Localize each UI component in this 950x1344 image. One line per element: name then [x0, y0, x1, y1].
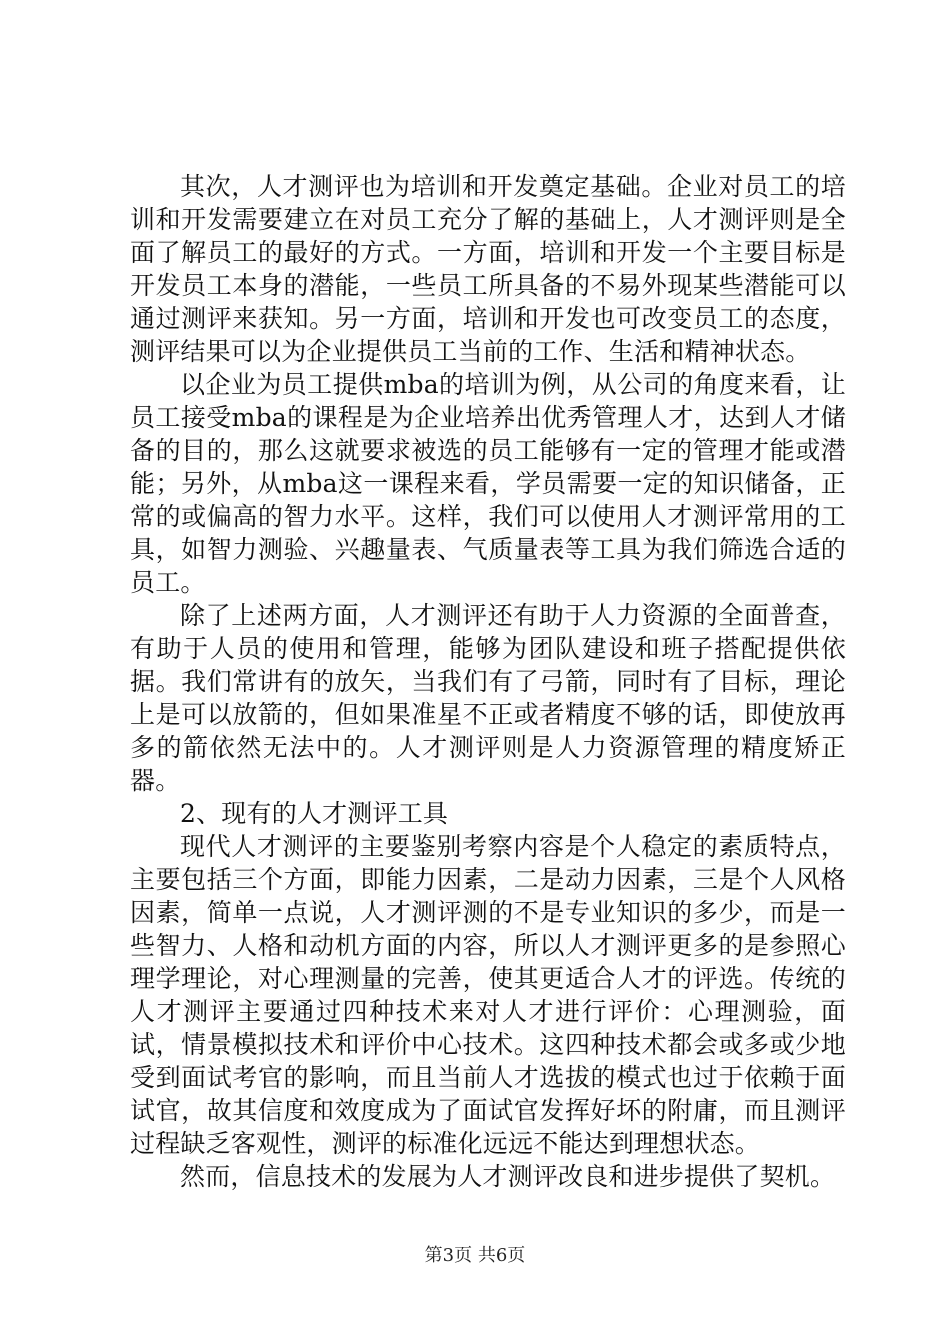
paragraph-other-benefits: 除了上述两方面，人才测评还有助于人力资源的全面普查，有助于人员的使用和管理，能够为团队建设和班子搭配提供依据。我们常讲有的放矢，当我们有了弓箭，同时有了目标，理论上是可以放箭的，但如果准星不正或者精度不够的话，即使放再多的箭依然无法中的。人才测评则是人力资源管理的精度矫正器。	[130, 601, 846, 795]
document-body	[130, 170, 846, 1193]
paragraph-modern-assessment: 现代人才测评的主要鉴别考察内容是个人稳定的素质特点，主要包括三个方面，即能力因素，二是动力因素，三是个人风格因素，简单一点说，人才测评测的不是专业知识的多少，而是一些智力、人格和动机方面的内容，所以人才测评更多的是参照心理学理论，对心理测量的完善，使其更适合人才的评选。传统的人才测评主要通过四种技术来对人才进行评价：心理测验，面试，情景模拟技术和评价中心技术。这四种技术都会或多或少地受到面试考官的影响，而且当前人才选拔的模式也过于依赖于面试官，故其信度和效度成为了面试官发挥好坏的附庸，而且测评过程缺乏客观性，测评的标准化远远不能达到理想状态。	[130, 832, 846, 1158]
paragraph-information-technology: 然而，信息技术的发展为人才测评改良和进步提供了契机。	[180, 1162, 836, 1191]
section-heading: 2、现有的人才测评工具	[180, 799, 449, 828]
paragraph-training-development: 其次，人才测评也为培训和开发奠定基础。企业对员工的培训和开发需要建立在对员工充分了解的基础上，人才测评则是全面了解员工的最好的方式。一方面，培训和开发一个主要目标是开发员工本身的潜能，一些员工所具备的不易外现某些潜能可以通过测评来获知。另一方面，培训和开发也可改变员工的态度，测评结果可以为企业提供员工当前的工作、生活和精神状态。	[130, 172, 846, 366]
page-footer: 第3页 共6页	[424, 1245, 526, 1266]
paragraph-mba-example: 以企业为员工提供mba的培训为例，从公司的角度来看，让员工接受mba的课程是为企业培养出优秀管理人才，达到人才储备的目的，那么这就要求被选的员工能够有一定的管理才能或潜能；另外，从mba这一课程来看，学员需要一定的知识储备，正常的或偏高的智力水平。这样，我们可以使用人才测评常用的工具，如智力测验、兴趣量表、气质量表等工具为我们筛选合适的员工。	[130, 370, 846, 597]
